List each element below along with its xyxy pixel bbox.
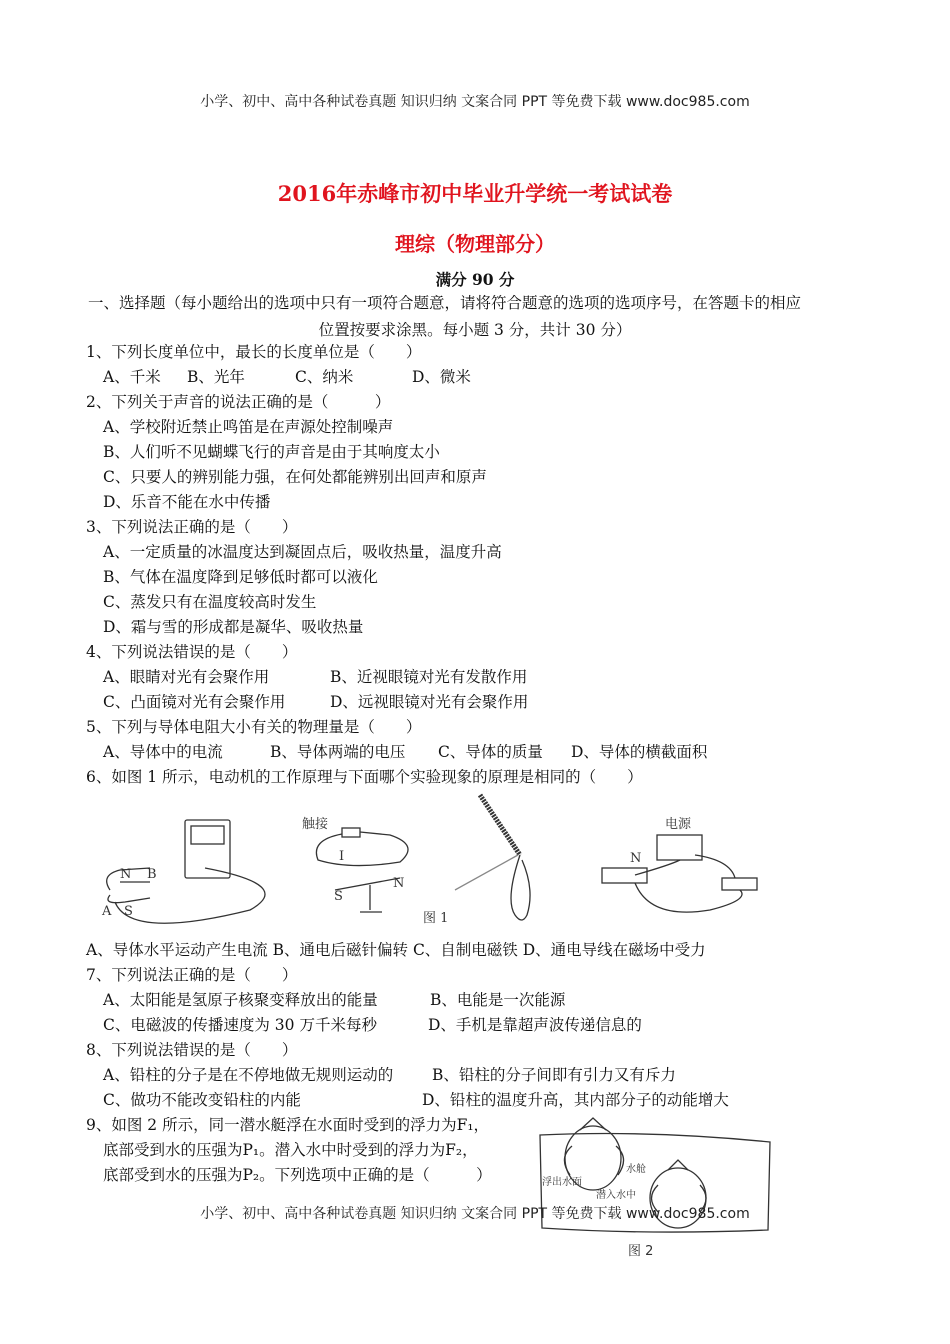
svg-text:S: S bbox=[334, 889, 343, 904]
q7-option-a: A、太阳能是氢原子核聚变释放出的能量 bbox=[103, 991, 378, 1009]
label-b: B bbox=[147, 867, 157, 882]
q7-option-c: C、电磁波的传播速度为 30 万千米每秒 bbox=[103, 1016, 377, 1034]
page-footer: 小学、初中、高中各种试卷真题 知识归纳 文案合同 PPT 等免费下载 www.doc985.com bbox=[200, 1206, 750, 1222]
oersted-setup bbox=[302, 816, 448, 926]
label-dive: 潜入水中 bbox=[596, 1190, 636, 1201]
figure-2 bbox=[530, 1110, 780, 1265]
figure-2-caption: 图 2 bbox=[628, 1244, 654, 1259]
q2-option-c: C、只要人的辨别能力强，在何处都能辨别出回声和原声 bbox=[103, 468, 487, 486]
q3-option-b: B、气体在温度降到足够低时都可以液化 bbox=[103, 568, 378, 586]
svg-text:N: N bbox=[630, 851, 642, 866]
electromagnet-setup bbox=[455, 795, 530, 920]
q8-option-d: D、铅柱的温度升高，其内部分子的动能增大 bbox=[422, 1091, 729, 1109]
q5-option-a: A、导体中的电流 bbox=[103, 743, 223, 761]
label-float: 浮出水面 bbox=[542, 1177, 582, 1188]
q5-option-d: D、导体的横截面积 bbox=[571, 743, 708, 761]
section-instructions-2: 位置按要求涂黑。每小题 3 分，共计 30 分） bbox=[318, 321, 632, 339]
q1-option-d: D、微米 bbox=[412, 368, 471, 386]
q7-option-b: B、电能是一次能源 bbox=[430, 991, 566, 1009]
q3-option-a: A、一定质量的冰温度达到凝固点后，吸收热量，温度升高 bbox=[103, 543, 502, 561]
q3-option-d: D、霜与雪的形成都是凝华、吸收热量 bbox=[103, 618, 364, 636]
q9-stem-1: 9、如图 2 所示，同一潜水艇浮在水面时受到的浮力为F₁， bbox=[86, 1116, 490, 1134]
galvanometer-setup bbox=[101, 820, 265, 923]
label-s: S bbox=[124, 904, 133, 919]
q1-stem: 1、下列长度单位中，最长的长度单位是（ ） bbox=[86, 343, 422, 361]
q6-stem: 6、如图 1 所示，电动机的工作原理与下面哪个实验现象的原理是相同的（ ） bbox=[86, 768, 643, 786]
q4-option-d: D、远视眼镜对光有会聚作用 bbox=[330, 693, 529, 711]
q1-option-c: C、纳米 bbox=[295, 368, 354, 386]
q9-stem-2: 底部受到水的压强为P₁。潜入水中时受到的浮力为F₂， bbox=[103, 1141, 478, 1159]
svg-text:N: N bbox=[393, 876, 405, 891]
q8-option-c: C、做功不能改变铅柱的内能 bbox=[103, 1091, 301, 1109]
q5-option-b: B、导体两端的电压 bbox=[270, 743, 406, 761]
exam-subtitle: 理综（物理部分） bbox=[395, 232, 555, 256]
q4-option-c: C、凸面镜对光有会聚作用 bbox=[103, 693, 286, 711]
q4-option-a: A、眼睛对光有会聚作用 bbox=[103, 668, 270, 686]
label-a: A bbox=[102, 904, 112, 919]
q7-option-d: D、手机是靠超声波传递信息的 bbox=[428, 1016, 642, 1034]
q2-stem: 2、下列关于声音的说法正确的是（ ） bbox=[86, 393, 391, 411]
q4-stem: 4、下列说法错误的是（ ） bbox=[86, 643, 298, 661]
label-touch: 触接 bbox=[302, 817, 329, 832]
figure-1 bbox=[90, 790, 790, 930]
label-n: N bbox=[120, 867, 132, 882]
figure-1-caption: 图 1 bbox=[423, 911, 449, 926]
q3-stem: 3、下列说法正确的是（ ） bbox=[86, 518, 298, 536]
q5-stem: 5、下列与导体电阻大小有关的物理量是（ ） bbox=[86, 718, 422, 736]
page-header: 小学、初中、高中各种试卷真题 知识归纳 文案合同 PPT 等免费下载 www.doc985.com bbox=[200, 94, 750, 110]
q6-options: A、导体水平运动产生电流 B、通电后磁针偏转 C、自制电磁铁 D、通电导线在磁场中受力 bbox=[86, 941, 706, 959]
q4-option-b: B、近视眼镜对光有发散作用 bbox=[330, 668, 528, 686]
q8-stem: 8、下列说法错误的是（ ） bbox=[86, 1041, 298, 1059]
q1-option-b: B、光年 bbox=[187, 368, 245, 386]
q3-option-c: C、蒸发只有在温度较高时发生 bbox=[103, 593, 317, 611]
motor-setup bbox=[602, 816, 757, 912]
section-instructions: 一、选择题（每小题给出的选项中只有一项符合题意，请将符合题意的选项的选项序号，在答题卡的相应 bbox=[88, 294, 802, 312]
q8-option-a: A、铅柱的分子是在不停地做无规则运动的 bbox=[103, 1066, 394, 1084]
q5-option-c: C、导体的质量 bbox=[438, 743, 543, 761]
full-score: 满分 90 分 bbox=[435, 270, 515, 289]
q7-stem: 7、下列说法正确的是（ ） bbox=[86, 966, 298, 984]
label-tank: 水舱 bbox=[626, 1164, 646, 1175]
exam-title: 2016年赤峰市初中毕业升学统一考试试卷 bbox=[277, 181, 673, 206]
q1-option-a: A、千米 bbox=[103, 368, 161, 386]
q8-option-b: B、铅柱的分子间即有引力又有斥力 bbox=[432, 1066, 676, 1084]
label-i: I bbox=[339, 849, 345, 864]
q2-option-b: B、人们听不见蝴蝶飞行的声音是由于其响度太小 bbox=[103, 443, 440, 461]
q2-option-a: A、学校附近禁止鸣笛是在声源处控制噪声 bbox=[103, 418, 394, 436]
q2-option-d: D、乐音不能在水中传播 bbox=[103, 493, 271, 511]
q9-stem-3: 底部受到水的压强为P₂。下列选项中正确的是（ ） bbox=[103, 1166, 492, 1184]
label-power: 电源 bbox=[665, 817, 692, 832]
